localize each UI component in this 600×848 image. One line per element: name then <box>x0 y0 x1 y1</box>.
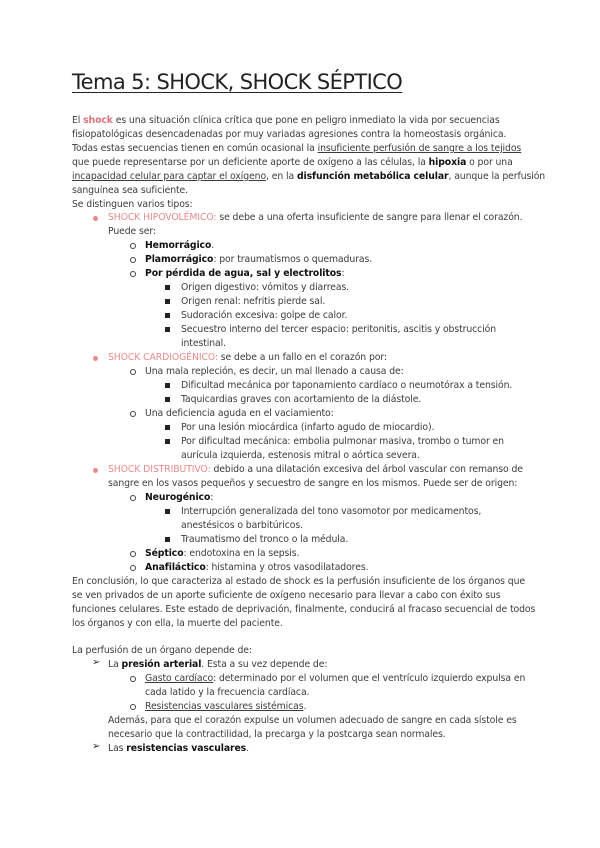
arrow-bullet: ➢ <box>92 741 101 752</box>
concl-line-4: los órganos y con ella, la muerte del paciente. <box>72 618 283 629</box>
bullet-circle <box>130 551 136 557</box>
hipo-a: Hemorrágico. <box>145 240 215 251</box>
hipo-c: Por pérdida de agua, sal y electrolitos: <box>145 268 345 279</box>
dist-line-1: SHOCK DISTRIBUTIVO: debido a una dilatación excesiva del árbol vascular con remanso de <box>108 464 523 475</box>
dist-line-2: sangre en los vasos pequeños y secuestro de sangre en los mismos. Puede ser de origen: <box>108 478 518 489</box>
bullet-circle <box>130 257 136 263</box>
perf-p-1: Además, para que el corazón expulse un volumen adecuado de sangre en cada sístole es <box>108 715 517 726</box>
bullet-square <box>165 397 170 402</box>
bullet-circle <box>130 495 136 501</box>
intro-line-6: sanguínea sea suficiente. <box>72 185 189 196</box>
bullet-circle <box>130 411 136 417</box>
bullet-circle <box>130 369 136 375</box>
intro-line-3: Todas estas secuencias tienen en común ocasional la insuficiente perfusión de sangre a los tejidos <box>72 143 522 154</box>
bullet-square <box>165 383 170 388</box>
card-a-ii: Taquicardias graves con acortamiento de la diástole. <box>181 394 422 405</box>
dist-b: Séptico: endotoxina en la sepsis. <box>145 548 300 559</box>
bullet-circle <box>130 704 136 710</box>
bullet-circle <box>130 676 136 682</box>
perf-line-1: La perfusión de un órgano depende de: <box>72 645 252 656</box>
hipo-b: Plamorrágico: por traumatismos o quemaduras. <box>145 254 373 265</box>
concl-line-2: se ven privados de un aporte suficiente de oxígeno necesario para llevar a cabo con éxito sus <box>72 590 501 601</box>
bullet-dot <box>93 356 98 361</box>
card-a: Una mala repleción, es decir, un mal llenado a causa de: <box>145 366 404 377</box>
bullet-circle <box>130 243 136 249</box>
term-shock: shock <box>83 115 113 126</box>
bullet-dot <box>93 468 98 473</box>
bullet-square <box>165 537 170 542</box>
bullet-dot <box>93 216 98 221</box>
card-line-1: SHOCK CARDIOGÉNICO: se debe a un fallo en el corazón por: <box>108 352 387 363</box>
card-b-ii-2: aurícula izquierda, estenosis mitral o aórtica severa. <box>181 450 420 461</box>
card-b-i: Por una lesión miocárdica (infarto agudo de miocardio). <box>181 422 435 433</box>
intro-line-1: El shock es una situación clínica crítica que pone en peligro inmediato la vida por secuencias <box>72 115 500 126</box>
concl-line-1: En conclusión, lo que caracteriza al estado de shock es la perfusión insuficiente de los órganos que <box>72 576 525 587</box>
bullet-square <box>165 439 170 444</box>
perf-a: La presión arterial. Esta a su vez depende de: <box>108 659 328 670</box>
bullet-square <box>165 509 170 514</box>
hipo-line-2: Puede ser: <box>108 226 156 237</box>
bullet-circle <box>130 565 136 571</box>
dist-a-ii: Traumatismo del tronco o la médula. <box>181 534 349 545</box>
bullet-square <box>165 285 170 290</box>
intro-line-5: incapacidad celular para captar el oxígeno, en la disfunción metabólica celular, aunque la perfusión <box>72 171 546 182</box>
hipo-c-iv-1: Secuestro interno del tercer espacio: peritonitis, ascitis y obstrucción <box>181 324 497 335</box>
hipo-c-iii: Sudoración excesiva: golpe de calor. <box>181 310 348 321</box>
perf-p-2: necesario que la contractilidad, la precarga y la postcarga sean normales. <box>108 729 446 740</box>
dist-c: Anafiláctico: histamina y otros vasodilatadores. <box>145 562 369 573</box>
hipo-c-ii: Origen renal: nefritis pierde sal. <box>181 296 326 307</box>
dist-a: Neurogénico: <box>145 492 214 503</box>
intro-line-7: Se distinguen varios tipos: <box>72 199 193 210</box>
arrow-bullet: ➢ <box>92 657 101 668</box>
perf-b: Las resistencias vasculares. <box>108 743 249 754</box>
card-a-i: Dificultad mecánica por taponamiento cardíaco o neumotórax a tensión. <box>181 380 513 391</box>
bullet-square <box>165 313 170 318</box>
card-b: Una deficiencia aguda en el vaciamiento: <box>145 408 334 419</box>
dist-a-i-1: Interrupción generalizada del tono vasomotor por medicamentos, <box>181 506 482 517</box>
card-b-ii-1: Por dificultad mecánica: embolia pulmonar masiva, trombo o tumor en <box>181 436 504 447</box>
hipo-c-i: Origen digestivo: vómitos y diarreas. <box>181 282 350 293</box>
page-title: Tema 5: SHOCK, SHOCK SÉPTICO <box>72 70 403 94</box>
perf-a-i-1: Gasto cardíaco: determinado por el volumen que el ventrículo izquierdo expulsa en <box>145 673 526 684</box>
perf-a-ii: Resistencias vasculares sistémicas. <box>145 701 307 712</box>
bullet-square <box>165 425 170 430</box>
bullet-square <box>165 327 170 332</box>
dist-a-i-2: anestésicos o barbitúricos. <box>181 520 303 531</box>
bullet-circle <box>130 271 136 277</box>
concl-line-3: funciones celulares. Este estado de deprivación, finalmente, conducirá al fracaso secuencial de todos <box>72 604 536 615</box>
hipo-c-iv-2: intestinal. <box>181 338 226 349</box>
intro-line-4: que puede representarse por un deficiente aporte de oxígeno a las células, la hipoxia o por una <box>72 157 513 168</box>
intro-line-2: fisiopatológicas desencadenadas por muy variadas agresiones contra la homeostasis orgánica. <box>72 129 507 140</box>
bullet-square <box>165 299 170 304</box>
hipo-line-1: SHOCK HIPOVOLÉMICO: se debe a una oferta insuficiente de sangre para llenar el corazón. <box>108 212 523 223</box>
perf-a-i-2: cada latido y la frecuencia cardíaca. <box>145 687 310 698</box>
